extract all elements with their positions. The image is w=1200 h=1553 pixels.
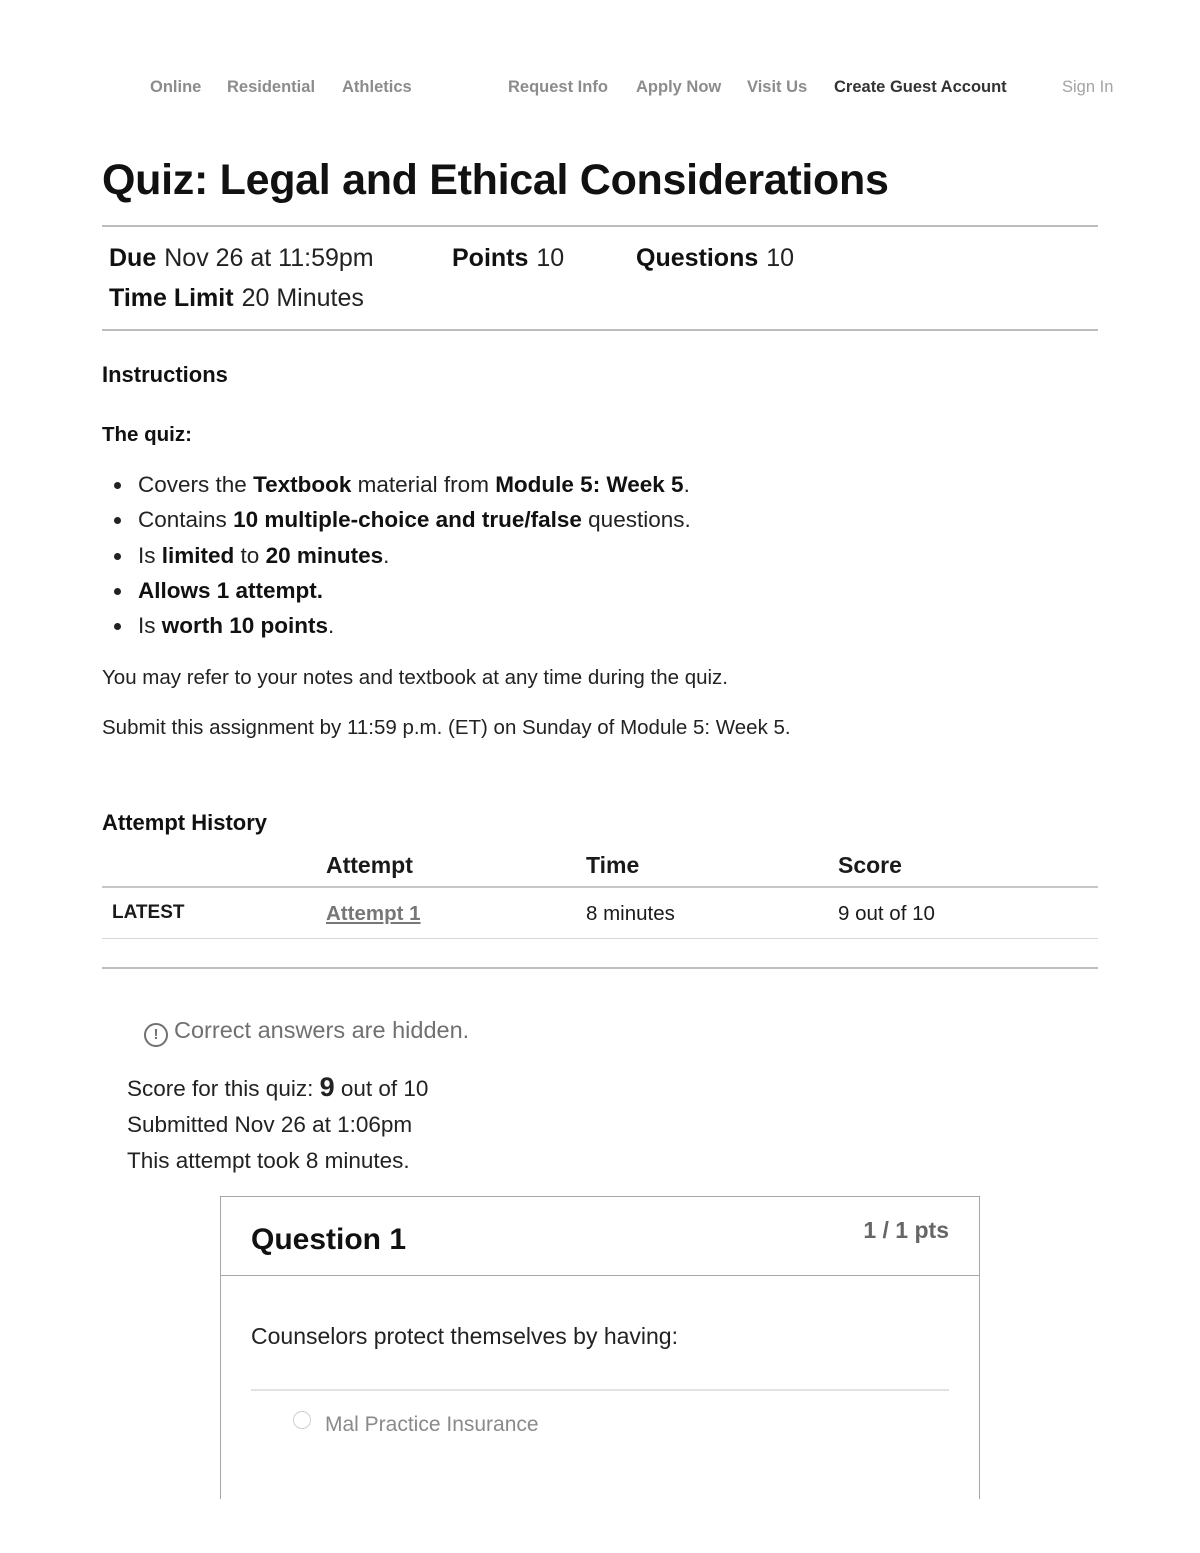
nav-link-online[interactable]: Online xyxy=(150,78,202,96)
questions-label: Questions xyxy=(636,244,759,272)
instructions-deadline: Submit this assignment by 11:59 p.m. (ET) on Sunday of Module 5: Week 5. xyxy=(102,716,791,739)
questions-value: 10 xyxy=(766,244,795,272)
attempt-score: 9 out of 10 xyxy=(838,902,935,925)
submitted-time: Submitted Nov 26 at 1:06pm xyxy=(127,1112,413,1137)
attempt-link[interactable]: Attempt 1 xyxy=(326,902,421,925)
list-item: Allows 1 attempt. xyxy=(138,576,691,611)
question-divider xyxy=(251,1389,949,1391)
column-time: Time xyxy=(586,852,640,878)
score-value: 9 xyxy=(319,1072,335,1102)
radio-button[interactable] xyxy=(293,1411,311,1429)
table-row xyxy=(102,888,1098,939)
attempt-history-table xyxy=(102,846,1098,939)
quiz-time-limit xyxy=(109,284,364,313)
time-limit-label: Time Limit xyxy=(109,284,234,312)
meta-divider xyxy=(102,329,1098,331)
list-item: Covers the Textbook material from Module 5: Week 5. xyxy=(138,470,691,505)
page-title: Quiz: Legal and Ethical Considerations xyxy=(102,156,889,204)
instructions-list xyxy=(138,470,691,646)
instructions-heading: Instructions xyxy=(102,362,228,387)
nav-link-request-info[interactable]: Request Info xyxy=(508,78,608,96)
attempt-history-heading: Attempt History xyxy=(102,810,268,835)
title-divider xyxy=(102,225,1098,227)
list-item: Is worth 10 points. xyxy=(138,611,691,646)
quiz-score: Score for this quiz: 9 out of 10 xyxy=(127,1072,429,1102)
nav-link-residential[interactable]: Residential xyxy=(227,78,316,96)
quiz-questions xyxy=(636,244,794,273)
nav-link-apply-now[interactable]: Apply Now xyxy=(636,78,722,96)
nav-link-athletics[interactable]: Athletics xyxy=(342,78,412,96)
history-divider xyxy=(102,967,1098,969)
attempt-duration: This attempt took 8 minutes. xyxy=(127,1148,410,1173)
top-navigation xyxy=(0,74,1200,100)
list-item: Contains 10 multiple-choice and true/false questions. xyxy=(138,505,691,540)
answer-option[interactable] xyxy=(293,1411,539,1437)
question-title: Question 1 xyxy=(251,1223,407,1256)
alert-icon: ! xyxy=(144,1023,168,1047)
due-value: Nov 26 at 11:59pm xyxy=(164,244,374,272)
time-limit-value: 20 Minutes xyxy=(241,284,364,312)
nav-link-create-guest-account[interactable]: Create Guest Account xyxy=(834,78,1007,96)
points-label: Points xyxy=(452,244,529,272)
question-header xyxy=(221,1197,979,1276)
nav-link-sign-in[interactable]: Sign In xyxy=(1062,78,1114,96)
quiz-due xyxy=(109,244,374,273)
instructions-notes: You may refer to your notes and textbook at any time during the quiz. xyxy=(102,666,729,689)
column-attempt: Attempt xyxy=(326,852,413,878)
attempt-time: 8 minutes xyxy=(586,902,675,925)
column-score: Score xyxy=(838,852,902,878)
question-text: Counselors protect themselves by having: xyxy=(251,1323,678,1349)
answer-label: Mal Practice Insurance xyxy=(325,1413,539,1436)
points-value: 10 xyxy=(536,244,565,272)
instructions-intro: The quiz: xyxy=(102,423,192,446)
question-points: 1 / 1 pts xyxy=(863,1217,949,1243)
nav-link-visit-us[interactable]: Visit Us xyxy=(747,78,808,96)
table-header xyxy=(102,846,1098,888)
list-item: Is limited to 20 minutes. xyxy=(138,541,691,576)
latest-tag: LATEST xyxy=(112,902,185,923)
question-card xyxy=(220,1196,980,1499)
due-label: Due xyxy=(109,244,157,272)
quiz-points xyxy=(452,244,564,273)
answers-hidden-notice: ! Correct answers are hidden. xyxy=(144,1017,469,1047)
